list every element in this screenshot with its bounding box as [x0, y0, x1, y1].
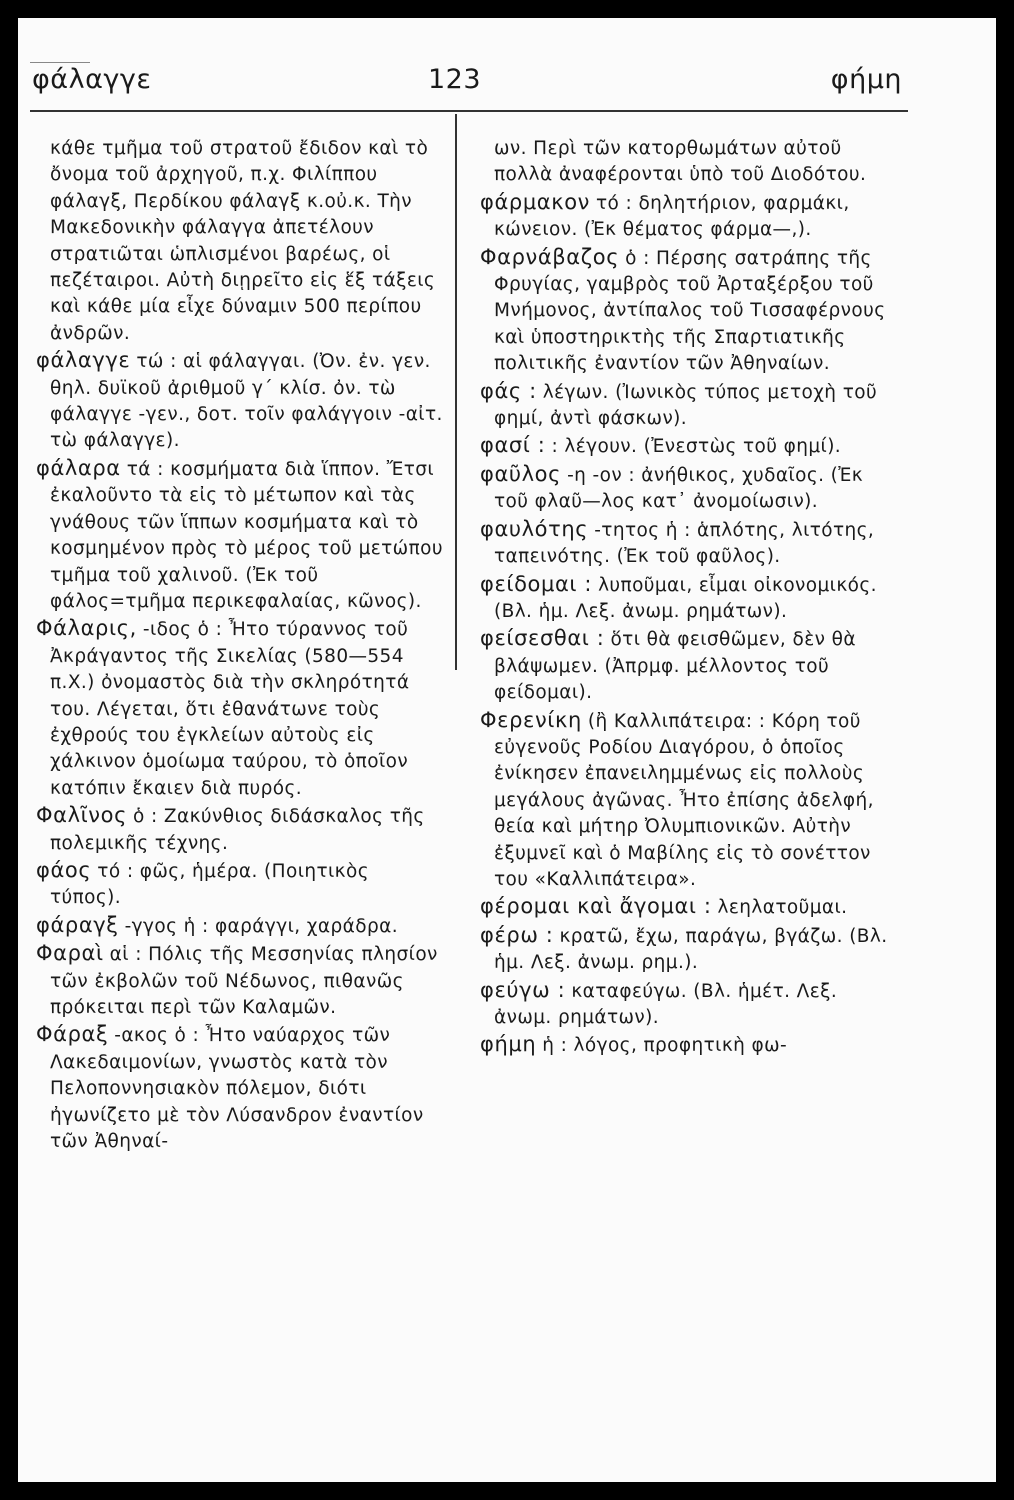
entry-definition: τό : φῶς, ἡμέρα. (Ποιητικὸς τύπος).	[50, 860, 369, 909]
dictionary-entry	[36, 940, 444, 1021]
entry-definition: ἡ : λόγος, προφητικὴ φω-	[542, 1035, 788, 1057]
entry-definition: αἱ : Πόλις τῆς Μεσσηνίας πλησίον τῶν ἐκβολῶν τοῦ Νέδωνος, πιθανῶς πρόκειται περὶ τῶν Καλαμῶν.	[50, 944, 438, 1018]
entry-definition: τό : δηλητήριον, φαρμάκι, κώνειον. (Ἐκ θέματος φάρμα—,).	[494, 192, 850, 241]
entry-headword: φάραγξ	[36, 912, 119, 937]
entry-definition: καταφεύγω. (Βλ. ἡμέτ. Λεξ. ἀνωμ. ρημάτων).	[494, 980, 838, 1028]
dictionary-entry	[480, 378, 896, 433]
dictionary-entry	[36, 615, 444, 802]
entry-headword: Φαραὶ	[36, 941, 104, 966]
dictionary-entry	[480, 893, 896, 921]
entry-headword: φεύγω :	[480, 977, 566, 1002]
dictionary-entry	[480, 516, 896, 571]
entry-headword: φασί :	[480, 433, 546, 458]
entry-headword: φαῦλος	[480, 461, 562, 486]
right-column	[480, 136, 896, 1060]
continued-entry-text: κάθε τμῆμα τοῦ στρατοῦ ἔδιδον καὶ τὸ ὄνομα τοῦ ἀρχηγοῦ, π.χ. Φιλίππου φάλαγξ, Περδίκου φάλαγξ κ.οὐ.κ. Τὴν Μακεδονικὴν φάλαγγα ἀπετέλουν στρατιῶται ὡπλισμένοι βαρέως, οἱ πεζέταιροι. Αὐτὴ διῃρεῖτο εἰς ἕξ τάξεις καὶ κάθε μία εἶχε δύναμιν 500 περίπου ἀνδρῶν.	[50, 138, 436, 344]
entry-definition: -ακος ὁ : Ἦτο ναύαρχος τῶν Λακεδαιμονίων, γνωστὸς κατὰ τὸν Πελοποννησιακὸν πόλεμον, διότι ἠγωνίζετο μὲ τὸν Λύσανδρον ἐναντίον τῶν Ἀθηναί-	[50, 1025, 424, 1153]
header-last-word: φήμη	[830, 64, 902, 95]
dictionary-entry	[480, 189, 896, 244]
dictionary-entry	[36, 857, 444, 912]
entry-definition: (ἢ Καλλιπάτειρα: : Κόρη τοῦ εὐγενοῦς Ροδίου Διαγόρου, ὁ ὁποῖος ἐνίκησεν ἐπανειλημμένως εἰς πολλοὺς μεγάλους ἀγῶνας. Ἦτο ἐπίσης ἀδελφή, θεία καὶ μήτηρ Ὀλυμπιονικῶν. Αὐτὴν ἐξυμνεῖ καὶ ὁ Μαβίλης εἰς τὸ σονέττον του «Καλλιπάτειρα».	[494, 710, 874, 890]
dictionary-entry	[480, 1031, 896, 1059]
dictionary-entry	[36, 1021, 444, 1155]
dictionary-page	[18, 18, 996, 1482]
entry-headword: Φάλαρις,	[36, 616, 137, 641]
entry-headword: φέρομαι καὶ ἄγομαι :	[480, 894, 712, 919]
dictionary-entry	[36, 455, 444, 615]
entry-headword: φάρμακον	[480, 189, 590, 214]
entry-definition: κρατῶ, ἔχω, παράγω, βγάζω. (Βλ. ἡμ. Λεξ. ἀνωμ. ρημ.).	[494, 925, 888, 974]
left-column	[36, 136, 444, 1155]
column-divider	[455, 114, 457, 670]
dictionary-entry	[480, 707, 896, 894]
entry-definition: λεηλατοῦμαι.	[717, 897, 848, 919]
entry-definition: λέγων. (Ἰωνικὸς τύπος μετοχὴ τοῦ φημί, ἀντὶ φάσκων).	[494, 381, 878, 430]
entry-headword: Φάραξ	[36, 1022, 109, 1047]
entry-headword: φείδομαι :	[480, 571, 593, 596]
entry-headword: φάς :	[480, 378, 537, 403]
dictionary-entry	[480, 244, 896, 378]
continued-entry-text: ων. Περὶ τῶν κατορθωμάτων αὐτοῦ πολλὰ ἀναφέρονται ὑπὸ τοῦ Διοδότου.	[494, 138, 867, 186]
entry-headword: Φαρνάβαζος	[480, 244, 620, 269]
entry-definition: -τητος ἡ : ἁπλότης, λιτότης, ταπεινότης. (Ἐκ τοῦ φαῦλος).	[494, 519, 875, 568]
entry-headword: φάλαγγε	[36, 348, 131, 373]
dictionary-entry	[36, 802, 444, 857]
entry-headword: φήμη	[480, 1032, 537, 1057]
entry-definition: -ιδος ὁ : Ἦτο τύραννος τοῦ Ἀκράγαντος τῆς Σικελίας (580—554 π.Χ.) ὀνομαστὸς διὰ τὴν σκληρότητά του. Λέγεται, ὅτι ἐθανάτωνε τοὺς ἐχθρούς του ἐγκλείων αὐτοὺς εἰς χάλκινον ὁμοίωμα ταύρου, τὸ ὁποῖον κατόπιν ἔκαιεν διὰ πυρός.	[50, 619, 410, 799]
entry-definition: ὁ : Πέρσης σατράπης τῆς Φρυγίας, γαμβρὸς τοῦ Ἀρταξέρξου τοῦ Μνήμονος, ἀντίπαλος τοῦ Τισσαφέρνους καὶ ὑποστηρικτὴς τῆς Σπαρτιατικῆς πολιτικῆς ἐναντίον τῶν Ἀθηναίων.	[494, 247, 886, 375]
entry-headword: φείσεσθαι :	[480, 626, 605, 651]
dictionary-entry	[480, 461, 896, 516]
dictionary-entry	[480, 922, 896, 977]
entry-headword: φάος	[36, 857, 92, 882]
header-rule	[30, 110, 908, 112]
entry-definition: ὁ : Ζακύνθιος διδάσκαλος τῆς πολεμικῆς τέχνης.	[50, 806, 425, 854]
dictionary-entry	[36, 912, 444, 940]
entry-definition: ὅτι θὰ φεισθῶμεν, δὲν θὰ βλάψωμεν. (Ἀπρμφ. μέλλοντος τοῦ φείδομαι).	[494, 629, 856, 704]
entry-definition: : λέγουν. (Ἐνεστὼς τοῦ φημί).	[551, 436, 842, 458]
entry-definition: λυποῦμαι, εἶμαι οἰκονομικός. (Βλ. ἡμ. Λεξ. ἀνωμ. ρημάτων).	[494, 574, 877, 622]
entry-headword: φέρω :	[480, 922, 554, 947]
dictionary-entry	[480, 432, 896, 460]
entry-definition: τώ : αἱ φάλαγγαι. (Ὀν. ἐν. γεν. θηλ. δυϊκοῦ ἀριθμοῦ γ´ κλίσ. ὀν. τὼ φάλαγγε -γεν., δοτ. τοῖν φαλάγγοιν -αἰτ. τὼ φάλαγγε).	[50, 351, 443, 452]
dictionary-entry	[480, 625, 896, 706]
page-number: 123	[428, 64, 482, 95]
dictionary-entry	[480, 571, 896, 626]
header-first-word: φάλαγγε	[32, 64, 152, 95]
dictionary-entry	[36, 347, 444, 455]
entry-definition: -γγος ἡ : φαράγγι, χαράδρα.	[124, 915, 398, 937]
entry-headword: Φερενίκη	[480, 707, 582, 732]
header-top-rule	[30, 62, 90, 63]
entry-definition: -η -ον : ἀνήθικος, χυδαῖος. (Ἐκ τοῦ φλαῦ—λος κατ᾽ ἀνομοίωσιν).	[494, 464, 864, 513]
dictionary-entry	[480, 977, 896, 1032]
entry-headword: φάλαρα	[36, 455, 121, 480]
entry-headword: φαυλότης	[480, 516, 589, 541]
entry-headword: Φαλῖνος	[36, 803, 128, 828]
entry-definition: τά : κοσμήματα διὰ ἵππον. Ἔτσι ἐκαλοῦντο τὰ εἰς τὸ μέτωπον καὶ τὰς γνάθους τῶν ἵππων κοσμήματα καὶ τὸ κοσμημένον πρὸς τὸ μέρος τοῦ μετώπου τμῆμα τοῦ χαλινοῦ. (Ἐκ τοῦ φάλος=τμῆμα περικεφαλαίας, κῶνος).	[50, 458, 443, 612]
